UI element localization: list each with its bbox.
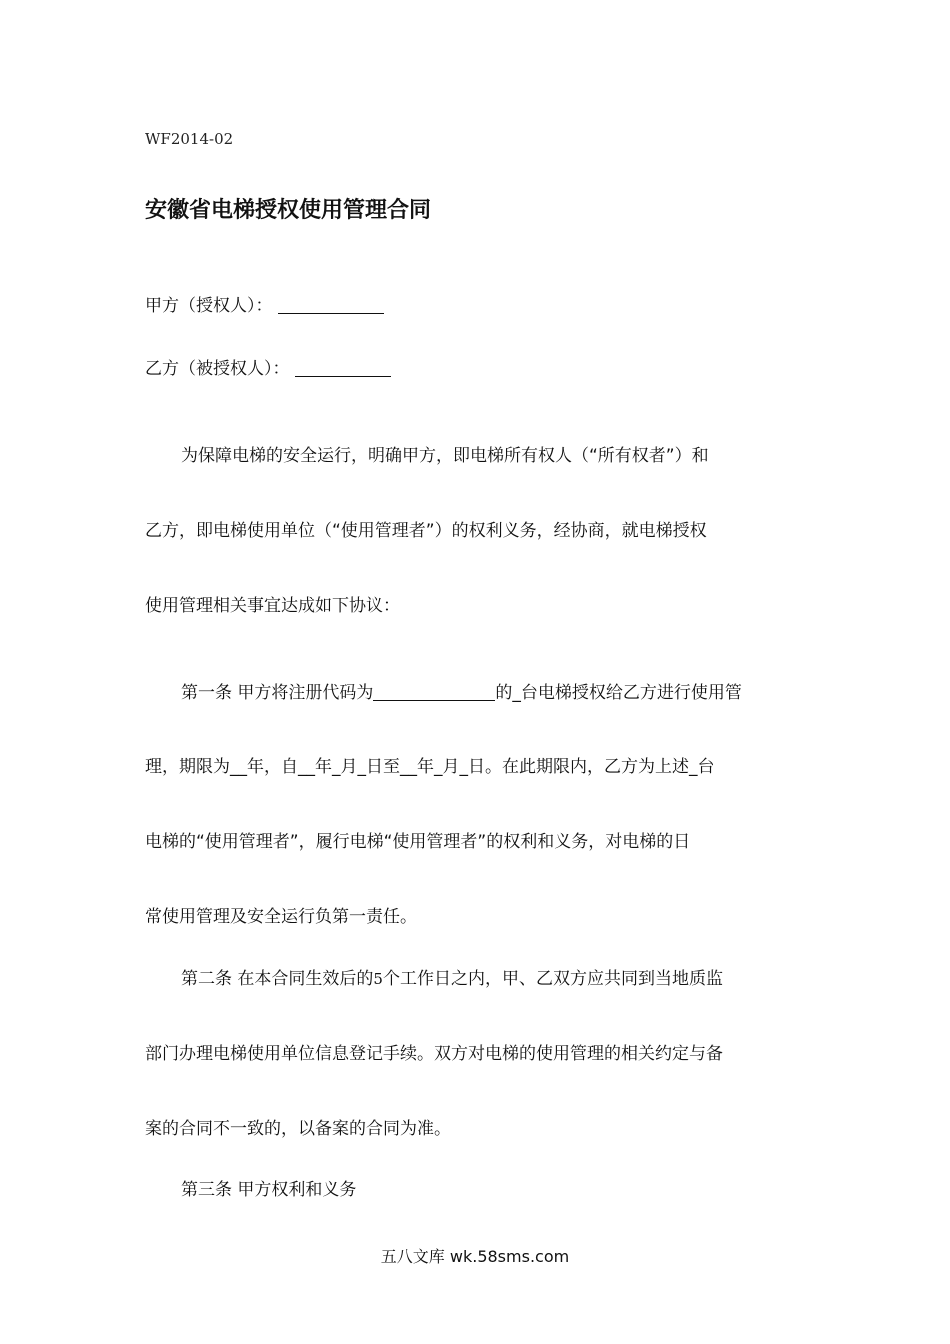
article-1-text-b: 的_台电梯授权给乙方进行使用管 bbox=[495, 683, 742, 703]
document-code: WF2014-02 bbox=[145, 130, 234, 148]
register-code-blank bbox=[373, 682, 495, 701]
article-2-text-b: 个工作日之内，甲、乙双方应共同到当地质监 bbox=[382, 969, 723, 989]
party-b-label: 乙方（被授权人）： bbox=[145, 359, 290, 379]
article-2-line-3: 案的合同不一致的，以备案的合同为准。 bbox=[145, 1119, 451, 1139]
party-a-blank bbox=[278, 295, 384, 314]
party-a-line bbox=[145, 291, 384, 316]
article-2-line-1 bbox=[181, 964, 723, 989]
party-a-label: 甲方（授权人）： bbox=[145, 296, 273, 316]
article-1-line-1 bbox=[181, 678, 742, 703]
article-1-line-2: 理，期限为__年，自__年_月_日至__年_月_日。在此期限内，乙方为上述_台 bbox=[145, 757, 715, 777]
intro-line-2: 乙方，即电梯使用单位（“使用管理者”）的权利义务，经协商，就电梯授权 bbox=[145, 521, 707, 541]
intro-line-3: 使用管理相关事宜达成如下协议： bbox=[145, 596, 400, 616]
article-1-line-3: 电梯的“使用管理者”，履行电梯“使用管理者”的权利和义务，对电梯的日 bbox=[145, 832, 691, 852]
document-title: 安徽省电梯授权使用管理合同 bbox=[145, 198, 432, 223]
workday-count: 5 bbox=[373, 970, 383, 988]
party-b-line bbox=[145, 354, 391, 379]
article-2-text-a: 第二条 在本合同生效后的 bbox=[181, 969, 374, 989]
article-1-text-a: 第一条 甲方将注册代码为 bbox=[181, 683, 374, 703]
footer-watermark: 五八文库 wk.58sms.com bbox=[380, 1247, 570, 1266]
party-b-blank bbox=[295, 358, 391, 377]
article-1-line-4: 常使用管理及安全运行负第一责任。 bbox=[145, 907, 417, 927]
article-2-line-2: 部门办理电梯使用单位信息登记手续。双方对电梯的使用管理的相关约定与备 bbox=[145, 1044, 723, 1064]
intro-line-1: 为保障电梯的安全运行，明确甲方，即电梯所有权人（“所有权者”）和 bbox=[181, 446, 709, 466]
article-3-heading: 第三条 甲方权利和义务 bbox=[181, 1180, 357, 1200]
